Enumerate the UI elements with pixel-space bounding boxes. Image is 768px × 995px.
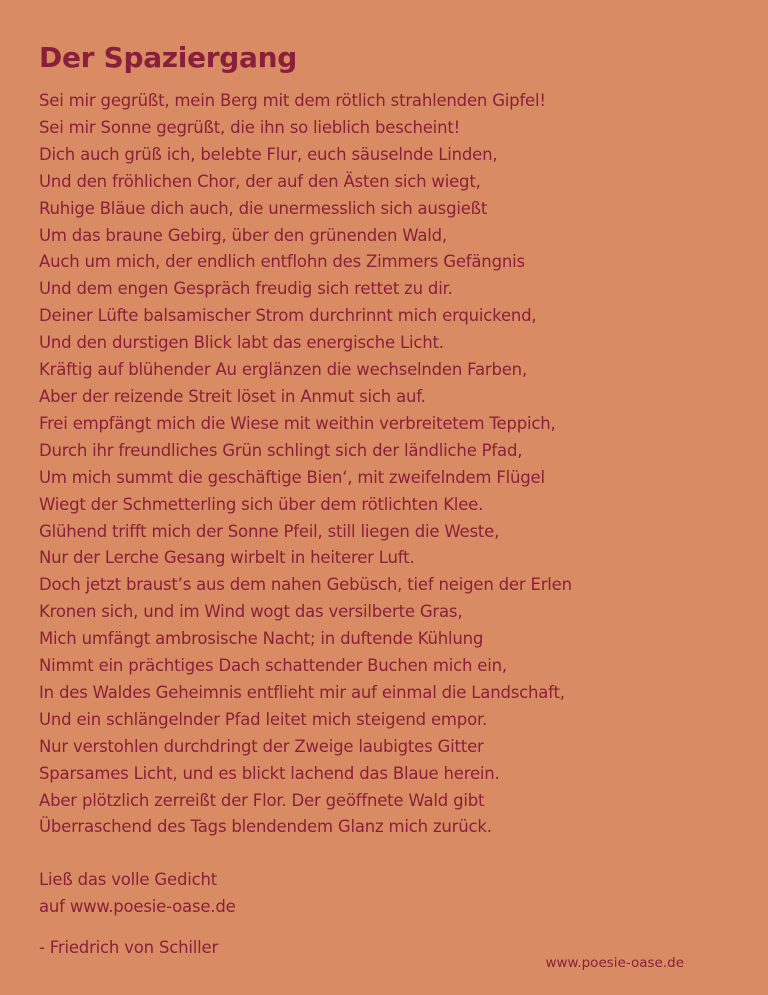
poem-line: Mich umfängt ambrosische Nacht; in duftende Kühlung: [39, 629, 484, 649]
poem-line: Doch jetzt braust’s aus dem nahen Gebüsch, tief neigen der Erlen: [39, 575, 572, 595]
poem-line: Überraschend des Tags blendendem Glanz mich zurück.: [39, 817, 492, 837]
poem-line: Deiner Lüfte balsamischer Strom durchrinnt mich erquickend,: [39, 306, 537, 326]
footer-website-url: www.poesie-oase.de: [545, 955, 684, 971]
poem-line: Dich auch grüß ich, belebte Flur, euch säuselnde Linden,: [39, 144, 498, 164]
poem-line: Frei empfängt mich die Wiese mit weithin verbreitetem Teppich,: [39, 413, 556, 433]
poem-line: Wiegt der Schmetterling sich über dem rötlichten Klee.: [39, 494, 484, 514]
poem-line: Sparsames Licht, und es blickt lachend das Blaue herein.: [39, 763, 500, 783]
poem-line: Nur verstohlen durchdringt der Zweige laubigtes Gitter: [39, 736, 484, 756]
poem-line: Aber plötzlich zerreißt der Flor. Der geöffnete Wald gibt: [39, 790, 485, 810]
poem-line: Kronen sich, und im Wind wogt das versilberte Gras,: [39, 602, 463, 622]
poem-line: Sei mir Sonne gegrüßt, die ihn so lieblich bescheint!: [39, 117, 461, 137]
read-full-poem-note: [39, 867, 739, 920]
poem-line: Aber der reizende Streit löset in Anmut sich auf.: [39, 386, 426, 406]
note-line: Ließ das volle Gedicht: [39, 870, 218, 890]
poem-line: In des Waldes Geheimnis entflieht mir auf einmal die Landschaft,: [39, 682, 565, 702]
poem-line: Und dem engen Gespräch freudig sich rettet zu dir.: [39, 279, 453, 299]
poem-line: Und ein schlängelnder Pfad leitet mich steigend empor.: [39, 709, 488, 729]
poem-title: Der Spaziergang: [39, 41, 298, 74]
poem-page: [39, 38, 739, 961]
poem-line: Glühend trifft mich der Sonne Pfeil, still liegen die Weste,: [39, 521, 500, 541]
poem-line: Sei mir gegrüßt, mein Berg mit dem rötlich strahlenden Gipfel!: [39, 91, 546, 110]
note-line: auf www.poesie-oase.de: [39, 896, 236, 916]
poem-line: Nimmt ein prächtiges Dach schattender Buchen mich ein,: [39, 656, 507, 676]
poem-line: Um mich summt die geschäftige Bien‘, mit zweifelndem Flügel: [39, 467, 545, 487]
poem-line: Und den fröhlichen Chor, der auf den Ästen sich wiegt,: [39, 171, 481, 191]
poem-line: Um das braune Gebirg, über den grünenden Wald,: [39, 225, 447, 245]
poem-author: - Friedrich von Schiller: [39, 938, 219, 958]
poem-line: Auch um mich, der endlich entflohn des Zimmers Gefängnis: [39, 252, 525, 272]
poem-line: Nur der Lerche Gesang wirbelt in heiterer Luft.: [39, 548, 415, 568]
poem-line: Durch ihr freundliches Grün schlingt sich der ländliche Pfad,: [39, 440, 523, 460]
poem-body: [39, 88, 739, 841]
poem-line: Und den durstigen Blick labt das energische Licht.: [39, 333, 444, 353]
poem-line: Ruhige Bläue dich auch, die unermesslich sich ausgießt: [39, 198, 488, 218]
poem-line: Kräftig auf blühender Au erglänzen die wechselnden Farben,: [39, 360, 527, 380]
